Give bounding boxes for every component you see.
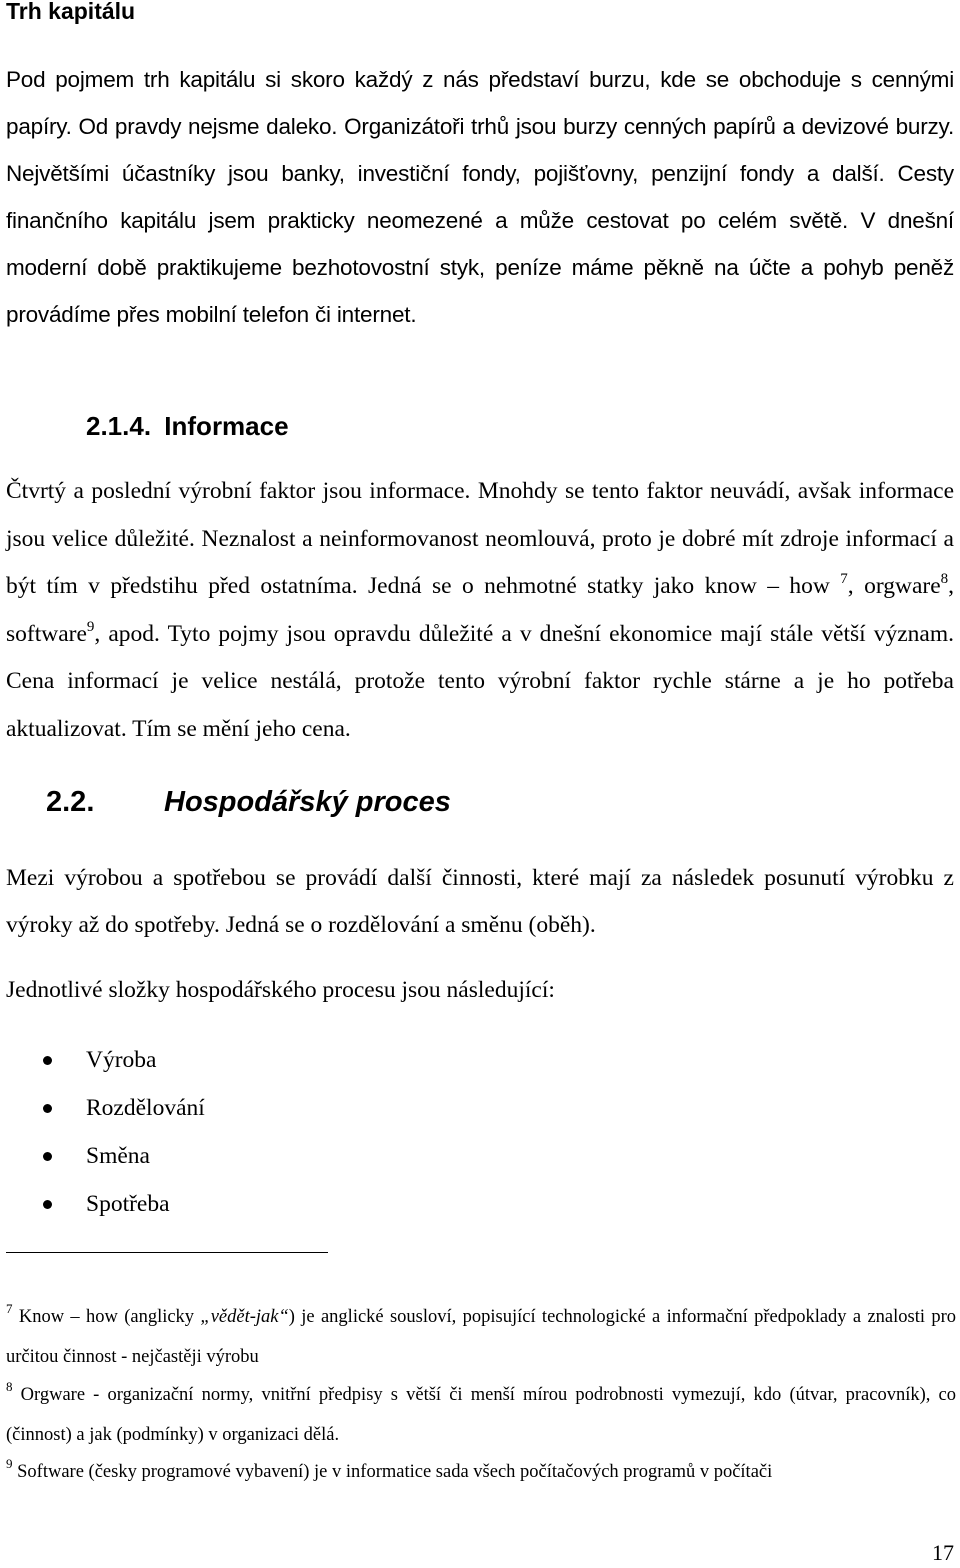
footnote-8 — [6, 1375, 956, 1455]
footnote-9 — [6, 1452, 956, 1492]
section-number: 2.1.4. — [86, 411, 152, 441]
list-item-label: Spotřeba — [86, 1191, 170, 1217]
list-item — [0, 1036, 205, 1084]
list-item-label: Směna — [86, 1143, 150, 1169]
paragraph-text: , apod. Tyto pojmy jsou opravdu důležité a v dnešní ekonomice mají stále větší význam. Cena informací je velice nestálá, protože tento výrobní faktor rychle stárne a je ho potřeba aktualizovat. Tím se mění jeho cena. — [6, 620, 954, 742]
bullet-icon — [43, 1104, 52, 1113]
footnote-ref-7: 7 — [840, 571, 848, 587]
footnote-emphasis: „vědět-jak“ — [200, 1307, 289, 1327]
list-item — [0, 1084, 205, 1132]
paragraph-trh-kapitalu: Pod pojmem trh kapitálu si skoro každý z nás představí burzu, kde se obchoduje s cennými papíry. Od pravdy nejsme daleko. Organizátoři trhů jsou burzy cenných papírů a devizové burzy. Největšími účastníky jsou banky, investiční fondy, pojišťovny, penzijní fondy a další. Cesty finančního kapitálu jsem prakticky neomezené a může cestovat po celém světě. V dnešní moderní době praktikujeme bezhotovostní styk, peníze máme pěkně na účte a pohyb peněž provádíme přes mobilní telefon či internet. — [6, 67, 954, 327]
bullet-icon — [43, 1056, 52, 1065]
section-title: Informace — [164, 411, 289, 441]
paragraph-slozky: Jednotlivé složky hospodářského procesu jsou následující: — [6, 977, 555, 1003]
paragraph-text: , software — [6, 573, 954, 647]
paragraph-informace — [6, 468, 954, 753]
footnote-ref-9: 9 — [86, 618, 95, 635]
footnote-text: Know – how (anglicky — [18, 1307, 201, 1327]
footnote-ref-8: 8 — [940, 571, 949, 587]
section-heading-informace — [86, 411, 289, 442]
paragraph-hospodarsky-proces: Mezi výrobou a spotřebou se provádí další činnosti, které mají za následek posunutí výrobku z výroky až do spotřeby. Jedná se o rozdělování a směnu (oběh). — [6, 865, 954, 938]
footnote-7 — [6, 1297, 956, 1377]
list-item — [0, 1132, 205, 1180]
list-item-label: Výroba — [86, 1047, 157, 1073]
footnote-text: ) je anglické sousloví, popisující technologické a informační předpoklady a znalosti pro určitou činnost - nejčastěji výrobu — [6, 1307, 956, 1367]
footnote-number: 7 — [6, 1301, 13, 1316]
bullet-icon — [43, 1200, 52, 1209]
footnote-separator — [6, 1252, 328, 1253]
list-item-label: Rozdělování — [86, 1095, 205, 1121]
section-heading-hospodarsky-proces — [46, 786, 451, 819]
section-title: Hospodářský proces — [164, 786, 451, 818]
footnote-text: Software (česky programové vybavení) je v informatice sada všech počítačových programů v počítači — [17, 1462, 773, 1482]
footnote-number: 9 — [6, 1456, 13, 1471]
list-item — [0, 1180, 205, 1228]
paragraph-text: Čtvrtý a poslední výrobní faktor jsou informace. Mnohdy se tento faktor neuvádí, avšak informace jsou velice důležité. Neznalost a neinformovanost neomlouvá, proto je dobré mít zdroje informací a být tím v předstihu před ostatníma. Jedná se o nehmotné statky jako know – how — [6, 478, 954, 599]
footnote-number: 8 — [6, 1379, 13, 1394]
bullet-list — [0, 1036, 205, 1228]
section-number: 2.2. — [46, 786, 95, 818]
paragraph-text: , orgware — [847, 573, 941, 599]
footnote-text: Orgware - organizační normy, vnitřní předpisy s větší či menší mírou podrobnosti vymezují, kdo (útvar, pracovník), co (činnost) a jak (podmínky) v organizaci dělá. — [6, 1385, 957, 1445]
heading-trh-kapitalu: Trh kapitálu — [6, 0, 136, 24]
page-number: 17 — [932, 1540, 954, 1565]
bullet-icon — [43, 1152, 52, 1161]
